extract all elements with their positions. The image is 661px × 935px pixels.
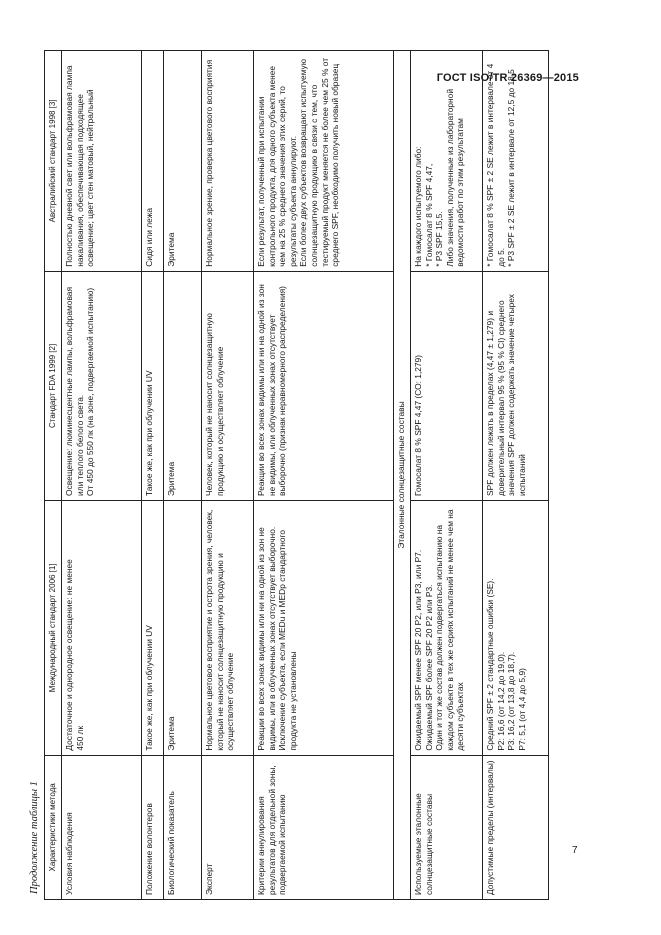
table-cell: Положение волонтеров [142,755,164,899]
table-cell: Нормальное цветовое восприятие и острота зрения, человек, который не наносит солнцезащитную продукцию и осуществляет облучение [202,500,254,755]
table-cell: Критерии аннулирования результатов для отдельной зоны, подвергаемой испытанию [254,755,394,899]
table-row [411,51,483,900]
table-cell: Допустимые пределы (интервалы) [483,755,549,899]
table-row [62,51,142,900]
standard-designation: ГОСТ ISO/TR 26369—2015 [436,72,579,84]
table-cell: * Гомосалат 8 % SPF ± 2 SE лежит в интервале от 4 до 5. * Р3 SPF ± 2 SE лежит в интервале от 12,5 до 18,5 [483,51,549,272]
table-cell: Реакции во всех зонах видимы или ни на одной из зон не видимы, или облученных зонах отсутствует выборочно (признак неравномерного распределения) [254,271,394,500]
page-number: 7 [572,845,578,856]
table-cell: Эритема [164,500,202,755]
column-header: Характеристики метода [45,755,62,899]
table-row [164,51,202,900]
table-cell: Такое же, как при облучении UV [142,500,164,755]
table-cell: Человек, который не наносит солнцезащитную продукцию и осуществляет облучение [202,271,254,500]
column-header: Международный стандарт 2006 [1] [45,500,62,755]
column-header: Австралийский стандарт 1998 [3] [45,51,62,272]
table-cell: Ожидаемый SPF менее SPF 20 Р2, или Р3, или Р7. Ожидаемый SPF более SPF 20 Р2 или Р3. Один и тот же состав должен подвергаться испытанию на каждом субъекте в тех же сериях испытаний не менее чем на десяти субъектах [411,500,483,755]
table-cell: Средний SPF ± 2 стандартные ошибки (SE). Р2: 16,6 (от 14,2 до 19,0). Р3: 16,2 (от 13,8 до 18,7). Р7: 5,1 (от 4,4 до 5,9) [483,500,549,755]
table-cell: Если результат, полученный при испытании контрольного продукта, для одного субъекта менее чем на 25 % среднего значения этих серий, то результаты субъекта аннулируют. Если более двух субъектов возвращают испытуемую солнцезащитную продукцию в связи с тем, что тестируемый продукт меняется не более чем 25 % от среднего SPF, необходимо получить новый образец [254,51,394,272]
table-cell: Условия наблюдения [62,755,142,899]
table-cell: Эксперт [202,755,254,899]
table-cell: Такое же, как при облучении UV [142,271,164,500]
table-cell: Освещение: люминесцентные лампы, вольфрамовая или теплого белого света. От 450 до 550 лк (на зоне, подвергаемой испытанию) [62,271,142,500]
table-cell: Эритема [164,271,202,500]
column-header: Стандарт FDA 1999 [2] [45,271,62,500]
table-cell: Достаточное и однородное освещение: не менее 450 лк [62,500,142,755]
table-row [202,51,254,900]
rotated-table-block [26,50,562,900]
table-cell: Реакции во всех зонах видимы или ни на одной из зон не видимы, или в облученных зонах отсутствует выборочно. Исключение субъекта, если MEDu и MEDp стандартного продукта не установлены [254,500,394,755]
table-continuation-caption: Продолжение таблицы 1 [29,781,40,894]
table-cell: На каждого испытуемого либо: * Гомосалат 8 % SPF 4,47, * Р3 SPF 15,5. Либо значения, полученные из лабораторной ведомости работ по этим результатам [411,51,483,272]
table-cell: Эритема [164,51,202,272]
table-cell: Биологический показатель [164,755,202,899]
table-cell: SPF должен лежать в пределах (4,47 ± 1,279) и доверительный интервал 95 % (95 % CI) среднего значения SPF должен содержать значение четырех испытаний [483,271,549,500]
methods-comparison-table [44,50,549,900]
section-title: Эталонные солнцезащитные составы [394,51,411,900]
table-row [483,51,549,900]
table-cell: Используемые эталонные солнцезащитные составы [411,755,483,899]
table-cell: Полностью дневной свет или вольфрамовая лампа накаливания, обеспечивающая подходящее освещение; цвет стен матовый, нейтральный [62,51,142,272]
table-cell: Нормальное зрение, проверка цветового восприятия [202,51,254,272]
table-row [254,51,394,900]
table-header-row [45,51,62,900]
table-cell: Сидя или лежа [142,51,164,272]
table-cell: Гомосалат 8 % SPF 4,47 (СО: 1,279) [411,271,483,500]
table-row [142,51,164,900]
section-row [394,51,411,900]
